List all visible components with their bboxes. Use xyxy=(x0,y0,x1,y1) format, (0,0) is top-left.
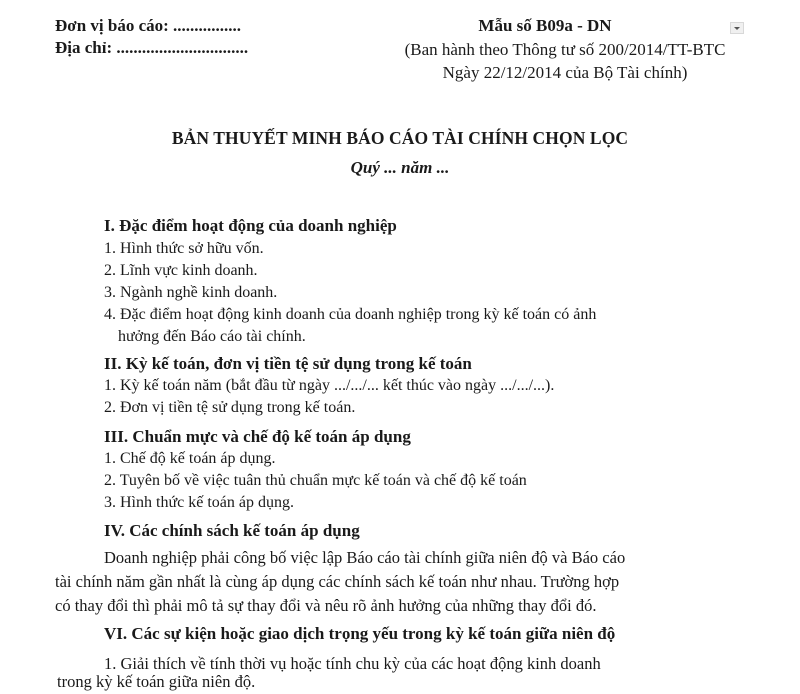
section-1-item: 3. Ngành nghề kinh doanh. xyxy=(104,284,278,301)
section-1-item: 4. Đặc điểm hoạt động kinh doanh của doanh nghiệp trong kỳ kế toán có ảnh xyxy=(104,306,597,323)
section-4-paragraph-line: có thay đổi thì phải mô tả sự thay đổi và nêu rõ ảnh hưởng của những thay đổi đó. xyxy=(55,596,597,615)
chevron-down-icon[interactable] xyxy=(730,22,744,34)
section-2-item: 1. Kỳ kế toán năm (bắt đầu từ ngày .../.../... kết thúc vào ngày .../.../...). xyxy=(104,377,555,394)
section-1-item: 2. Lĩnh vực kinh doanh. xyxy=(104,262,258,279)
issued-by-line-1: (Ban hành theo Thông tư số 200/2014/TT-BTC xyxy=(404,40,726,59)
section-4-paragraph-line: Doanh nghiệp phải công bố việc lập Báo cáo tài chính giữa niên độ và Báo cáo xyxy=(104,548,626,567)
section-heading-4: IV. Các chính sách kế toán áp dụng xyxy=(104,521,360,540)
issued-by-line-2: Ngày 22/12/2014 của Bộ Tài chính) xyxy=(442,63,688,82)
section-heading-3: III. Chuẩn mực và chế độ kế toán áp dụng xyxy=(104,427,411,446)
section-heading-1: I. Đặc điểm hoạt động của doanh nghiệp xyxy=(104,216,397,235)
section-2-item: 2. Đơn vị tiền tệ sử dụng trong kế toán. xyxy=(104,399,356,416)
section-heading-6: VI. Các sự kiện hoặc giao dịch trọng yếu trong kỳ kế toán giữa niên độ xyxy=(104,624,616,643)
section-3-item: 2. Tuyên bố về việc tuân thủ chuẩn mực kế toán và chế độ kế toán xyxy=(104,472,527,489)
form-number: Mẫu số B09a - DN xyxy=(478,16,612,35)
section-1-item: 1. Hình thức sở hữu vốn. xyxy=(104,240,264,257)
section-3-item: 1. Chế độ kế toán áp dụng. xyxy=(104,450,276,467)
reporting-unit-label: Đơn vị báo cáo: ................ xyxy=(55,16,242,35)
section-3-item: 3. Hình thức kế toán áp dụng. xyxy=(104,494,294,511)
section-heading-2: II. Kỳ kế toán, đơn vị tiền tệ sử dụng trong kế toán xyxy=(104,354,472,373)
section-1-item-continued: hưởng đến Báo cáo tài chính. xyxy=(118,328,306,345)
section-6-item-continued-clipped: trong kỳ kế toán giữa niên độ. xyxy=(57,672,256,691)
section-4-paragraph-line: tài chính năm gần nhất là cùng áp dụng các chính sách kế toán như nhau. Trường hợp xyxy=(55,572,620,591)
document-title: BẢN THUYẾT MINH BÁO CÁO TÀI CHÍNH CHỌN LỌC xyxy=(171,128,629,148)
address-label: Địa chỉ: ............................... xyxy=(55,38,249,57)
document-subtitle: Quý ... năm ... xyxy=(350,158,450,177)
section-6-item: 1. Giải thích về tính thời vụ hoặc tính chu kỳ của các hoạt động kinh doanh xyxy=(104,654,601,673)
